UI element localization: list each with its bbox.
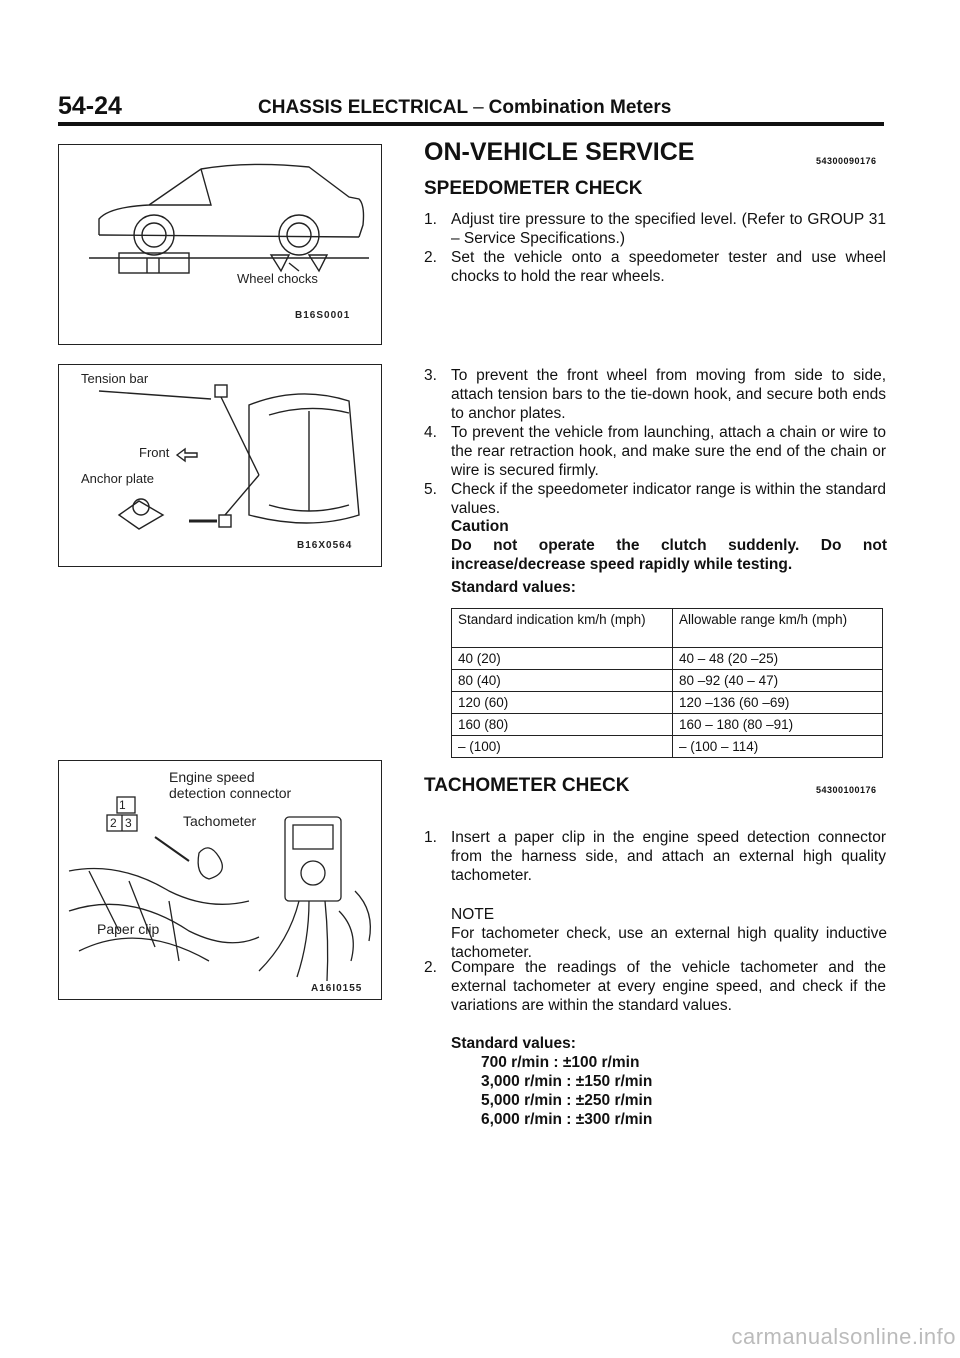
figure-tension-bar	[58, 364, 382, 567]
section-name: CHASSIS ELECTRICAL	[258, 97, 469, 118]
standard-value-line: 3,000 r/min : ±150 r/min	[481, 1073, 653, 1090]
connector-pin-3: 3	[125, 816, 132, 830]
section-number: 54300090176	[816, 156, 877, 166]
table-row	[452, 692, 883, 714]
connector-pin-1: 1	[119, 798, 126, 812]
step-text: Check if the speedometer indicator range is within the standard values.	[451, 481, 886, 517]
table-header: Allowable range km/h (mph)	[673, 609, 883, 648]
engine-speed-label: Engine speed	[169, 769, 255, 785]
tachometer-check-title: TACHOMETER CHECK	[424, 775, 630, 796]
figure-code: B16S0001	[295, 310, 351, 321]
table-row	[452, 736, 883, 758]
table-row	[452, 648, 883, 670]
front-label: Front	[139, 445, 170, 460]
page-number: 54-24	[58, 92, 122, 120]
step-text: Insert a paper clip in the engine speed detection connector from the harness side, and attach an external high quality tachometer.	[451, 829, 886, 884]
caution-block	[451, 517, 887, 574]
step-number: 1.	[424, 829, 437, 846]
caution-label: Caution	[451, 518, 509, 535]
speedometer-steps-b	[424, 366, 886, 518]
step-number: 4.	[424, 424, 437, 441]
paper-clip-label: Paper clip	[97, 921, 160, 937]
anchor-plate-label: Anchor plate	[81, 471, 154, 486]
note-block	[451, 905, 887, 962]
figure-code: A16I0155	[311, 983, 363, 994]
step-number: 1.	[424, 211, 437, 228]
wheel-chocks-label: Wheel chocks	[237, 271, 318, 286]
table-cell: 40 (20)	[452, 648, 673, 670]
table-cell: 160 – 180 (80 –91)	[673, 714, 883, 736]
section-number: 54300100176	[816, 785, 877, 795]
step-item	[424, 480, 886, 518]
step-item	[424, 248, 886, 286]
table-row	[452, 714, 883, 736]
step-text: Adjust tire pressure to the specified level. (Refer to GROUP 31 – Service Specifications.)	[451, 211, 886, 247]
figure-code: B16X0564	[297, 540, 353, 551]
tension-bar-label: Tension bar	[81, 371, 149, 386]
standard-value-line: 6,000 r/min : ±300 r/min	[481, 1111, 653, 1128]
table-row	[452, 670, 883, 692]
table-cell: 160 (80)	[452, 714, 673, 736]
step-text: To prevent the vehicle from launching, attach a chain or wire to the rear retraction hook, and make sure the end of the chain or wire is secured firmly.	[451, 424, 886, 479]
step-item	[424, 423, 886, 480]
table-header: Standard indication km/h (mph)	[452, 609, 673, 648]
tachometer-standard-values	[451, 1034, 887, 1129]
standard-values-label: Standard values:	[451, 579, 576, 596]
step-number: 3.	[424, 367, 437, 384]
table-cell: – (100 – 114)	[673, 736, 883, 758]
step-number: 5.	[424, 481, 437, 498]
table-cell: 80 –92 (40 – 47)	[673, 670, 883, 692]
step-number: 2.	[424, 249, 437, 266]
step-number: 2.	[424, 959, 437, 976]
table-cell: 80 (40)	[452, 670, 673, 692]
speedometer-steps-a	[424, 210, 886, 286]
tachometer-step-2	[424, 958, 886, 1015]
table-cell: 120 –136 (60 –69)	[673, 692, 883, 714]
figure-tachometer	[58, 760, 382, 1000]
page-header-title	[258, 97, 671, 119]
tension-bar-illustration	[59, 365, 381, 566]
header-dash: –	[473, 97, 484, 118]
step-item	[424, 366, 886, 423]
table-cell: – (100)	[452, 736, 673, 758]
standard-value-line: 700 r/min : ±100 r/min	[481, 1054, 640, 1071]
tachometer-label: Tachometer	[183, 813, 257, 829]
table-header-row	[452, 609, 883, 648]
step-text: Compare the readings of the vehicle tachometer and the external tachometer at every engine speed, and check if the variations are within the standard values.	[451, 959, 886, 1014]
footer-watermark: carmanualsonline.info	[731, 1324, 956, 1349]
step-text: To prevent the front wheel from moving from side to side, attach tension bars to the tie-down hook, and secure both ends to anchor plates.	[451, 367, 886, 422]
note-label: NOTE	[451, 906, 495, 923]
subsection-name: Combination Meters	[488, 97, 672, 118]
note-text: For tachometer check, use an external high quality inductive tachometer.	[451, 925, 887, 961]
step-item	[424, 958, 886, 1015]
header-rule	[58, 122, 884, 126]
step-item	[424, 210, 886, 248]
connector-pin-2: 2	[110, 816, 117, 830]
speedometer-spec-table	[451, 608, 883, 758]
speedometer-check-title: SPEEDOMETER CHECK	[424, 178, 643, 199]
table-cell: 40 – 48 (20 –25)	[673, 648, 883, 670]
step-item	[424, 828, 886, 885]
table-cell: 120 (60)	[452, 692, 673, 714]
step-text: Set the vehicle onto a speedometer tester and use wheel chocks to hold the rear wheels.	[451, 249, 886, 285]
on-vehicle-service-title: ON-VEHICLE SERVICE	[424, 138, 695, 166]
caution-text: Do not operate the clutch suddenly. Do not increase/decrease speed rapidly while testing.	[451, 537, 887, 573]
tachometer-step-1	[424, 828, 886, 885]
figure-wheel-chocks	[58, 144, 382, 345]
detection-connector-label: detection connector	[169, 785, 292, 801]
standard-value-line: 5,000 r/min : ±250 r/min	[481, 1092, 653, 1109]
standard-values-label: Standard values:	[451, 1035, 576, 1052]
